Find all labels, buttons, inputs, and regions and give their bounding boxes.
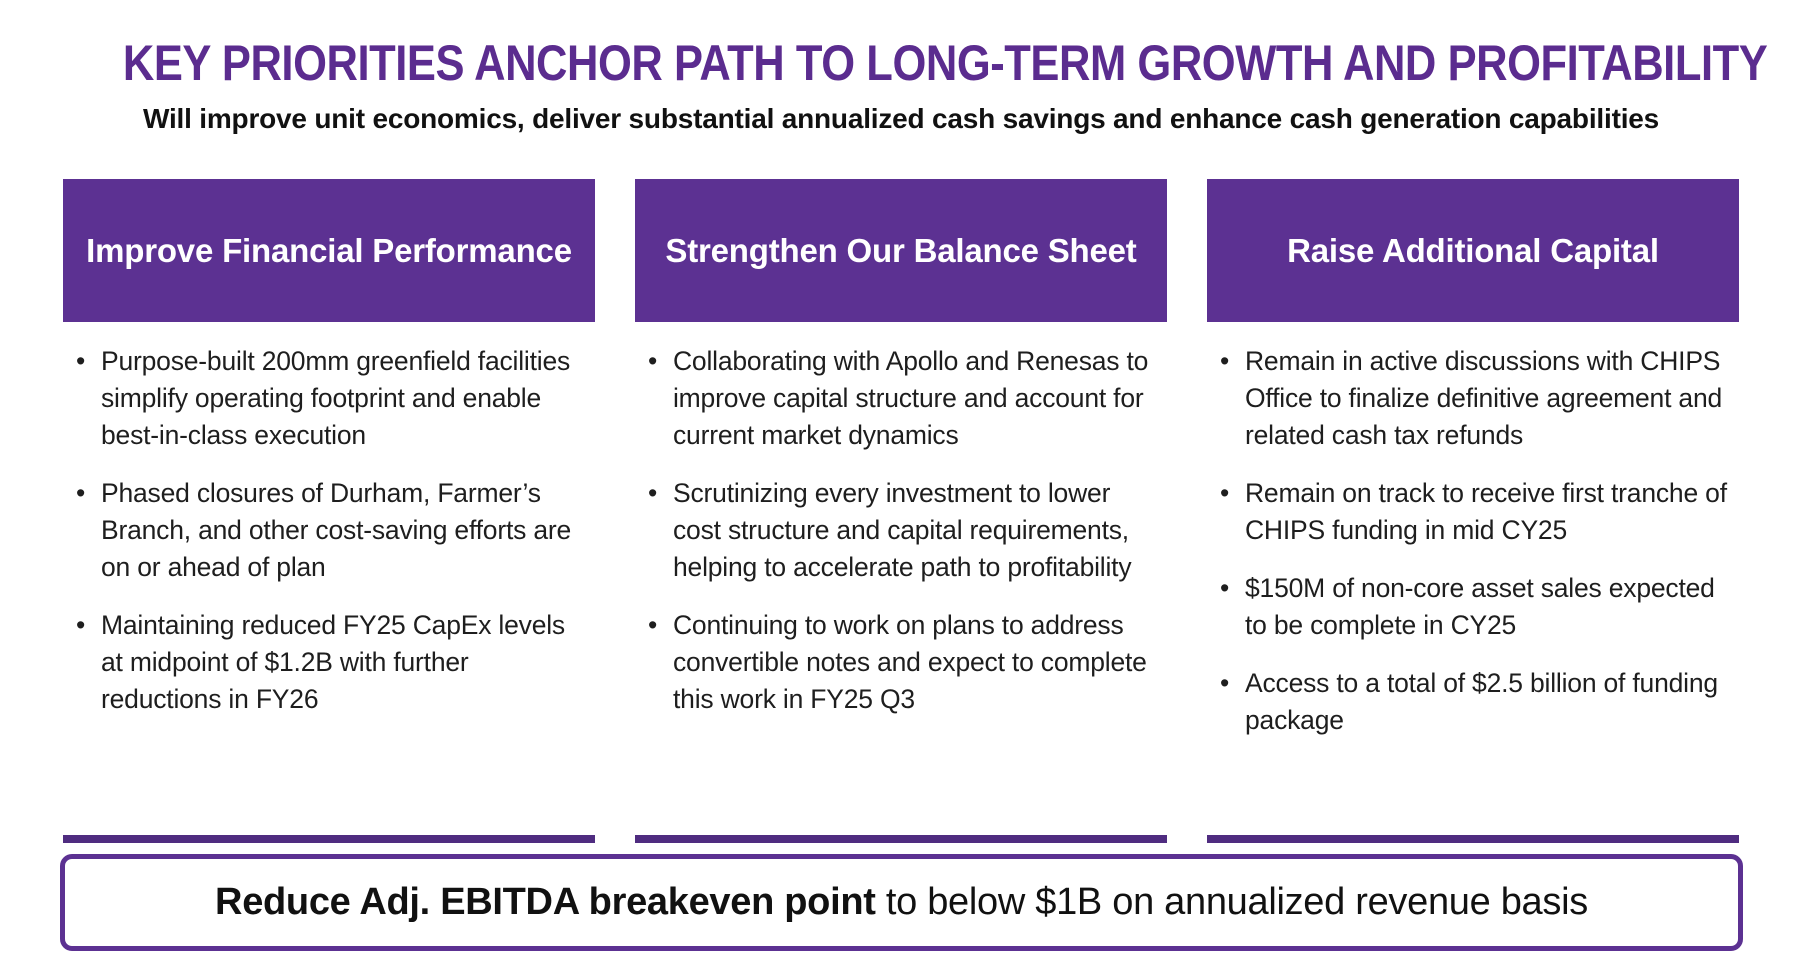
column-raise-additional-capital — [1207, 179, 1739, 843]
column-header-text: Strengthen Our Balance Sheet — [665, 231, 1137, 269]
bullet-item: • Access to a total of $2.5 billion of funding package — [1207, 665, 1737, 739]
column-header-raise-additional-capital — [1207, 179, 1739, 322]
bullet-item: • Maintaining reduced FY25 CapEx levels at midpoint of $1.2B with further reductions in FY26 — [63, 607, 593, 718]
bullet-item: • Scrutinizing every investment to lower cost structure and capital requirements, helping to accelerate path to profitability — [635, 475, 1165, 586]
bullet-list — [1207, 343, 1739, 760]
column-header-text: Improve Financial Performance — [86, 231, 572, 269]
ebitda-callout-box — [60, 854, 1743, 951]
column-underline — [1207, 835, 1739, 843]
bullet-item: • Remain on track to receive first tranche of CHIPS funding in mid CY25 — [1207, 475, 1737, 549]
bullet-list — [63, 343, 595, 739]
priority-columns — [0, 179, 1802, 843]
callout-regular-text: to below $1B on annualized revenue basis — [875, 881, 1588, 923]
column-header-strengthen-balance-sheet — [635, 179, 1167, 322]
bullet-list — [635, 343, 1167, 739]
bullet-item: • Collaborating with Apollo and Renesas to improve capital structure and account for current market dynamics — [635, 343, 1165, 454]
slide-subtitle: Will improve unit economics, deliver substantial annualized cash savings and enhance cash generation capabilities — [142, 103, 1660, 134]
bullet-item: • Continuing to work on plans to address convertible notes and expect to complete this work in FY25 Q3 — [635, 607, 1165, 718]
column-strengthen-balance-sheet — [635, 179, 1167, 843]
column-underline — [63, 835, 595, 843]
column-improve-financial-performance — [63, 179, 595, 843]
bullet-item: • $150M of non-core asset sales expected to be complete in CY25 — [1207, 570, 1737, 644]
slide-title — [0, 34, 1802, 92]
slide-title-text: KEY PRIORITIES ANCHOR PATH TO LONG-TERM GROWTH AND PROFITABILITY — [122, 35, 1768, 91]
bullet-item: • Remain in active discussions with CHIPS Office to finalize definitive agreement and related cash tax refunds — [1207, 343, 1737, 454]
bullet-item: • Phased closures of Durham, Farmer’s Branch, and other cost-saving efforts are on or ahead of plan — [63, 475, 593, 586]
callout-text — [215, 881, 1588, 924]
column-underline — [635, 835, 1167, 843]
callout-bold-text: Reduce Adj. EBITDA breakeven point — [215, 881, 876, 923]
column-header-improve-financial-performance — [63, 179, 595, 322]
column-header-text: Raise Additional Capital — [1287, 231, 1659, 269]
bullet-item: • Purpose-built 200mm greenfield facilities simplify operating footprint and enable best-in-class execution — [63, 343, 593, 454]
